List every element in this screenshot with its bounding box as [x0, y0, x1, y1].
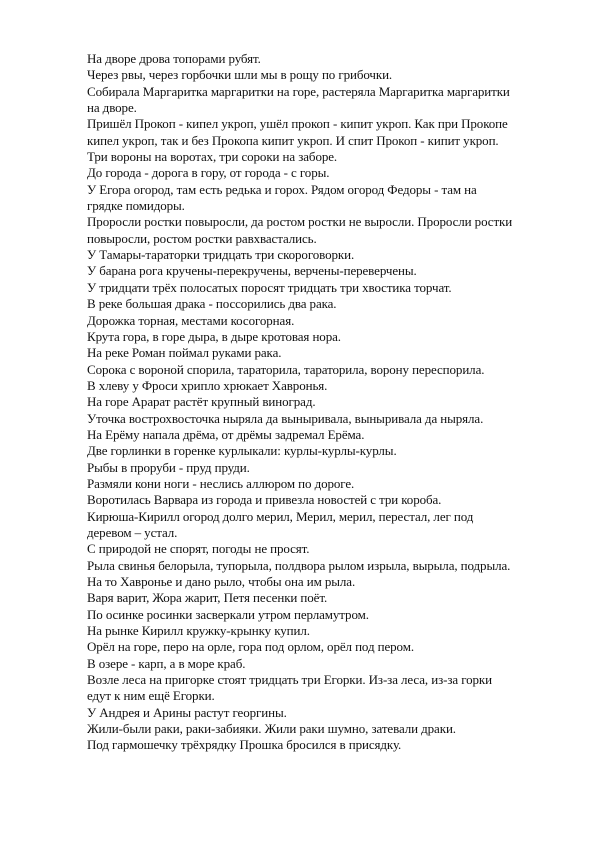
text-line: Сорока с вороной спорила, тараторила, тараторила, ворону переспорила. [87, 361, 485, 377]
text-line: У барана рога кручены-перекручены, верчены-переверчены. [87, 263, 417, 279]
text-line: На горе Арарат растёт крупный виноград. [87, 394, 316, 410]
text-line: На рынке Кирилл кружку-крынку купил. [87, 623, 310, 639]
text-line: У тридцати трёх полосатых поросят тридцать три хвостика торчат. [87, 279, 452, 295]
text-line: Рыла свинья белорыла, тупорыла, полдвора рылом изрыла, вырыла, подрыла. [87, 557, 511, 573]
text-line: Жили-были раки, раки-забияки. Жили раки шумно, затевали драки. [87, 721, 456, 737]
text-line: Под гармошечку трёхрядку Прошка бросился в присядку. [87, 737, 402, 753]
text-line: В озере - карп, а в море краб. [87, 655, 246, 671]
text-line: Собирала Маргаритка маргаритки на горе, растеряла Маргаритка маргаритки [87, 83, 510, 99]
text-line: Две горлинки в горенке курлыкали: курлы-курлы-курлы. [87, 443, 397, 459]
text-line: деревом – устал. [87, 524, 178, 540]
text-line: Орёл на горе, перо на орле, гора под орлом, орёл под пером. [87, 639, 414, 655]
text-line: Дорожка торная, местами косогорная. [87, 312, 295, 328]
text-line: У Тамары-тараторки тридцать три скороговорки. [87, 247, 355, 263]
text-line: на дворе. [87, 100, 137, 116]
text-line: Воротилась Варвара из города и привезла новостей с три короба. [87, 492, 442, 508]
text-line: На реке Роман поймал руками рака. [87, 345, 282, 361]
text-line: В реке большая драка - поссорились два рака. [87, 296, 337, 312]
text-line: повыросли, ростом ростки равхвастались. [87, 230, 317, 246]
text-line: Три вороны на воротах, три сороки на заборе. [87, 149, 338, 165]
text-line: На Ерёму напала дрёма, от дрёмы задремал Ерёма. [87, 426, 365, 442]
text-line: На то Хавронье и дано рыло, чтобы она им рыла. [87, 574, 356, 589]
text-line: С природой не спорят, погоды не просят. [87, 541, 310, 557]
text-line: По осинке росинки засверкали утром перламутром. [87, 606, 369, 622]
text-line: В хлеву у Фроси хрипло хрюкает Хавронья. [87, 377, 328, 393]
text-line: Варя варит, Жора жарит, Петя песенки поёт. [87, 590, 328, 606]
text-line: Уточка вострохвосточка ныряла да выныривала, выныривала да ныряла. [87, 410, 484, 426]
text-line: Пришёл Прокоп - кипел укроп, ушёл прокоп - кипит укроп. Как при Прокопе [87, 116, 508, 132]
text-line: До города - дорога в гору, от города - с горы. [87, 165, 330, 181]
text-line: Проросли ростки повыросли, да ростом ростки не выросли. Проросли ростки [87, 214, 513, 230]
text-line: Рыбы в проруби - пруд пруди. [87, 459, 250, 475]
text-line: У Егора огород, там есть редька и горох. Рядом огород Федоры - там на [87, 181, 477, 197]
text-line: кипел укроп, так и без Прокопа кипит укроп. И спит Прокоп - кипит укроп. [87, 132, 499, 148]
text-line: грядке помидоры. [87, 198, 185, 214]
text-line: Размяли кони ноги - неслись аллюром по дороге. [87, 475, 355, 491]
tongue-twister-text [87, 51, 555, 754]
text-line: На дворе дрова топорами рубят. [87, 51, 261, 66]
text-line: Возле леса на пригорке стоят тридцать три Егорки. Из-за леса, из-за горки [87, 672, 492, 688]
text-line: Крута гора, в горе дыра, в дыре кротовая нора. [87, 328, 341, 344]
text-line: У Андрея и Арины растут георгины. [87, 704, 287, 720]
text-line: едут к ним ещё Егорки. [87, 688, 215, 704]
text-line: Кирюша-Кирилл огород долго мерил, Мерил, мерил, перестал, лег под [87, 508, 474, 524]
text-line: Через рвы, через горбочки шли мы в рощу по грибочки. [87, 67, 393, 83]
